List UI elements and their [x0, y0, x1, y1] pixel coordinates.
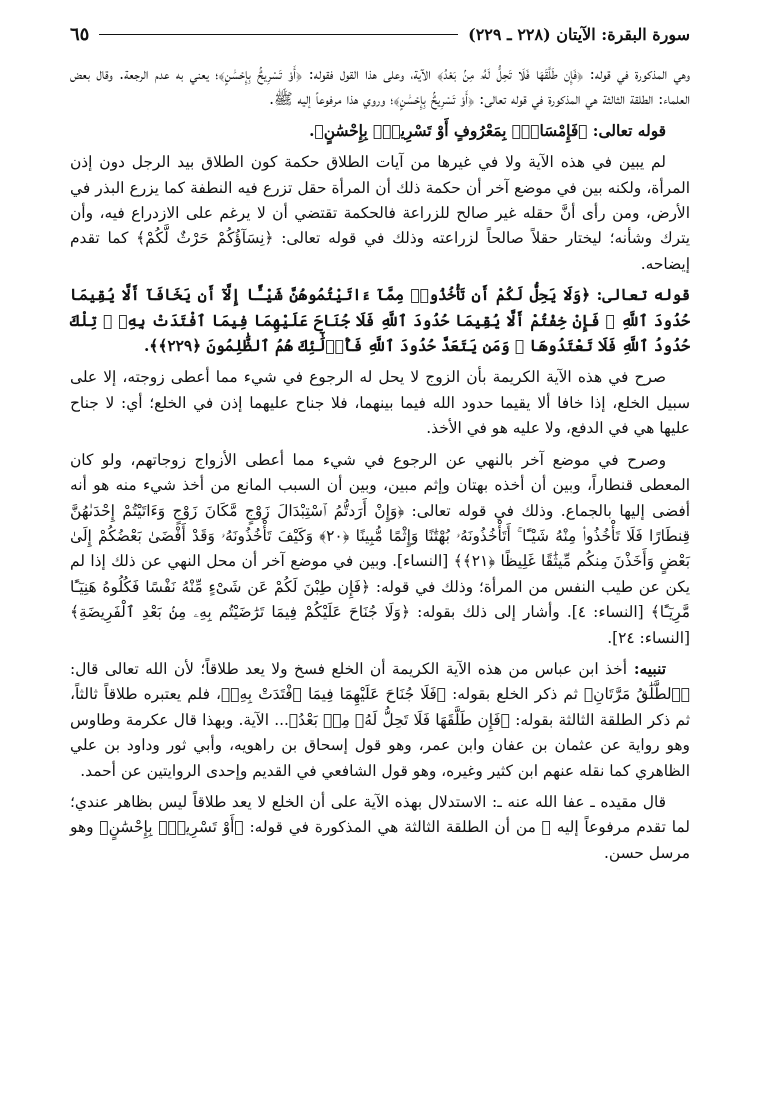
paragraph [70, 365, 690, 441]
paragraph [70, 62, 690, 113]
paragraph-text: صرح في هذه الآية الكريمة بأن الزوج لا يحل له الرجوع في شيء مما أعطى زوجته، إلا على سبيل الخلع، إذا خافا ألا يقيما حدود الله فيما بينهما، فلا جناح عليهما إذن في الخلع؛ أي: لا جناح عليها هي في الدفع، ولا عليه هو في الأخذ. [70, 368, 690, 438]
header-rule [99, 34, 458, 35]
page-number: ٦٥ [70, 23, 90, 45]
paragraph [70, 448, 690, 651]
paragraph-text: لم يبين في هذه الآية ولا في غيرها من آيات الطلاق حكمة كون الطلاق بيد الرجل دون إذن المرأة، ولكنه بين في موضع آخر أن حكمة ذلك أن المرأة حقل تزرع فيه النطفة كما يزرع البذر في الأرض، ومن رأى أنَّ حقله غير صالح للزراعة فالحكمة تقتضي أن لا يرغم على الازدراع فيه، وأن يترك وشأنه؛ ليختار حقلاً صالحاً لزراعته وذلك في قوله تعالى: ﴿نِسَآؤُكُمْ حَرْثٌ لَّكُمْ﴾ كما تقدم إيضاحه. [70, 153, 690, 273]
paragraph-lead: قوله تعالى: [587, 121, 666, 140]
quran-verse: ﴿وَلَا يَحِلُّ لَكُمْ أَن تَأْخُذُوا۟ مِمَّآ ءَاتَيْتُمُوهُنَّ شَيْـًٔا إِلَّآ أَن يَخَافَآ أَلَّا يُقِيمَا حُدُودَ ٱللَّهِ ۖ فَإِنْ خِفْتُمْ أَلَّا يُقِيمَا حُدُودَ ٱللَّهِ فَلَا جُنَاحَ عَلَيْهِمَا فِيمَا ٱفْتَدَتْ بِهِۦ ۗ تِلْكَ حُدُودُ ٱللَّهِ فَلَا تَعْتَدُوهَا ۚ وَمَن يَتَعَدَّ حُدُودَ ٱللَّهِ فَأُو۟لَٰٓئِكَ هُمُ ٱلظَّٰلِمُونَ ﴿٢٢٩﴾﴾. [70, 286, 690, 356]
page-header [70, 22, 690, 46]
paragraph-lead: قوله تعالى: [590, 286, 690, 305]
page-body [70, 62, 690, 866]
paragraph [70, 790, 690, 866]
paragraph [70, 150, 690, 277]
paragraph-lead: تنبيه: [626, 659, 667, 678]
paragraph [70, 119, 690, 144]
paragraph-text: أخذ ابن عباس من هذه الآية الكريمة أن الخلع فسخ ولا يعد طلاقاً؛ لأن الله تعالى قال: ﴿ٱلطَّلَٰقُ مَرَّتَانِ﴾ ثم ذكر الخلع بقوله: ﴿فَلَا جُنَاحَ عَلَيْهِمَا فِيمَا ٱفْتَدَتْ بِهِۦ﴾، فلم يعتبره طلاقاً ثالثاً، ثم ذكر الطلقة الثالثة بقوله: ﴿فَإِن طَلَّقَهَا فَلَا تَحِلُّ لَهُۥ مِنۢ بَعْدُ﴾... الآية. وبهذا قال عكرمة وطاوس وهو رواية عن عثمان بن عفان وابن عمر، وهو قول إسحاق بن راهويه، وأبي ثور وداود بن علي الظاهري كما نقله عنهم ابن كثير وغيره، وهو قول الشافعي في القديم وإحدى الروايتين عن أحمد. [70, 659, 690, 780]
quran-verse: ﴿فَإِمْسَاكٌۢ بِمَعْرُوفٍ أَوْ تَسْرِيحٌۢ بِإِحْسَٰنٍ﴾. [309, 121, 588, 140]
paragraph [70, 657, 690, 784]
surah-title: سورة البقرة: الآيتان (٢٢٨ ـ ٢٢٩) [468, 24, 690, 44]
paragraph-text: وصرح في موضع آخر بالنهي عن الرجوع في شيء مما أعطى الأزواج زوجاتهم، ولو كان المعطى قنطاراً، وبين أن أخذه بهتان وإثم مبين، وبين أن السبب المانع من أخذ شيء منه هو أنه أفضى إليها بالجماع. وذلك في قوله تعالى: ﴿وَإِنْ أَرَدتُّمُ ٱسْتِبْدَالَ زَوْجٍ مَّكَانَ زَوْجٍ وَءَاتَيْتُمْ إِحْدَىٰهُنَّ قِنطَارًا فَلَا تَأْخُذُوا۟ مِنْهُ شَيْـًٔا ۚ أَتَأْخُذُونَهُۥ بُهْتَٰنًا وَإِثْمًا مُّبِينًا ﴿٢٠﴾ وَكَيْفَ تَأْخُذُونَهُۥ وَقَدْ أَفْضَىٰ بَعْضُكُمْ إِلَىٰ بَعْضٍ وَأَخَذْنَ مِنكُم مِّيثَٰقًا غَلِيظًا ﴿٢١﴾﴾ [النساء]. وبين في موضع آخر أن محل النهي عن ذلك إذا لم يكن عن طيب النفس من المرأة؛ وذلك في قوله: ﴿فَإِن طِبْنَ لَكُمْ عَن شَىْءٍ مِّنْهُ نَفْسًا فَكُلُوهُ هَنِيٓـًٔا مَّرِيٓـًٔا﴾ [النساء: ٤]. وأشار إلى ذلك بقوله: ﴿وَلَا جُنَاحَ عَلَيْكُمْ فِيمَا تَرَٰضَيْتُم بِهِۦ مِنۢ بَعْدِ ٱلْفَرِيضَةِ﴾ [النساء: ٢٤]. [70, 450, 690, 647]
paragraph-text: وهي المذكورة في قوله: ﴿فَإِن طَلَّقَهَا فَلَا تَحِلُّ لَهُۥ مِنۢ بَعْدُ﴾ الآية، وعلى هذا القول فقوله: ﴿أَوْ تَسْرِيحٌۢ بِإِحْسَٰنٍ﴾؛ يعني به عدم الرجعة. وقال بعض العلماء: الطلقة الثالثة هي المذكورة في قوله تعالى: ﴿أَوْ تَسْرِيحٌۢ بِإِحْسَٰنٍ﴾؛ وروي هذا مرفوعاً إليه ﷺ. [70, 65, 690, 109]
paragraph [70, 283, 690, 359]
paragraph-text: قال مقيده ـ عفا الله عنه ـ: الاستدلال بهذه الآية على أن الخلع لا يعد طلاقاً ليس بظاهر عندي؛ لما تقدم مرفوعاً إليه ﷺ من أن الطلقة الثالثة هي المذكورة في قوله: ﴿أَوْ تَسْرِيحٌۢ بِإِحْسَٰنٍ﴾ وهو مرسل حسن. [70, 792, 690, 862]
